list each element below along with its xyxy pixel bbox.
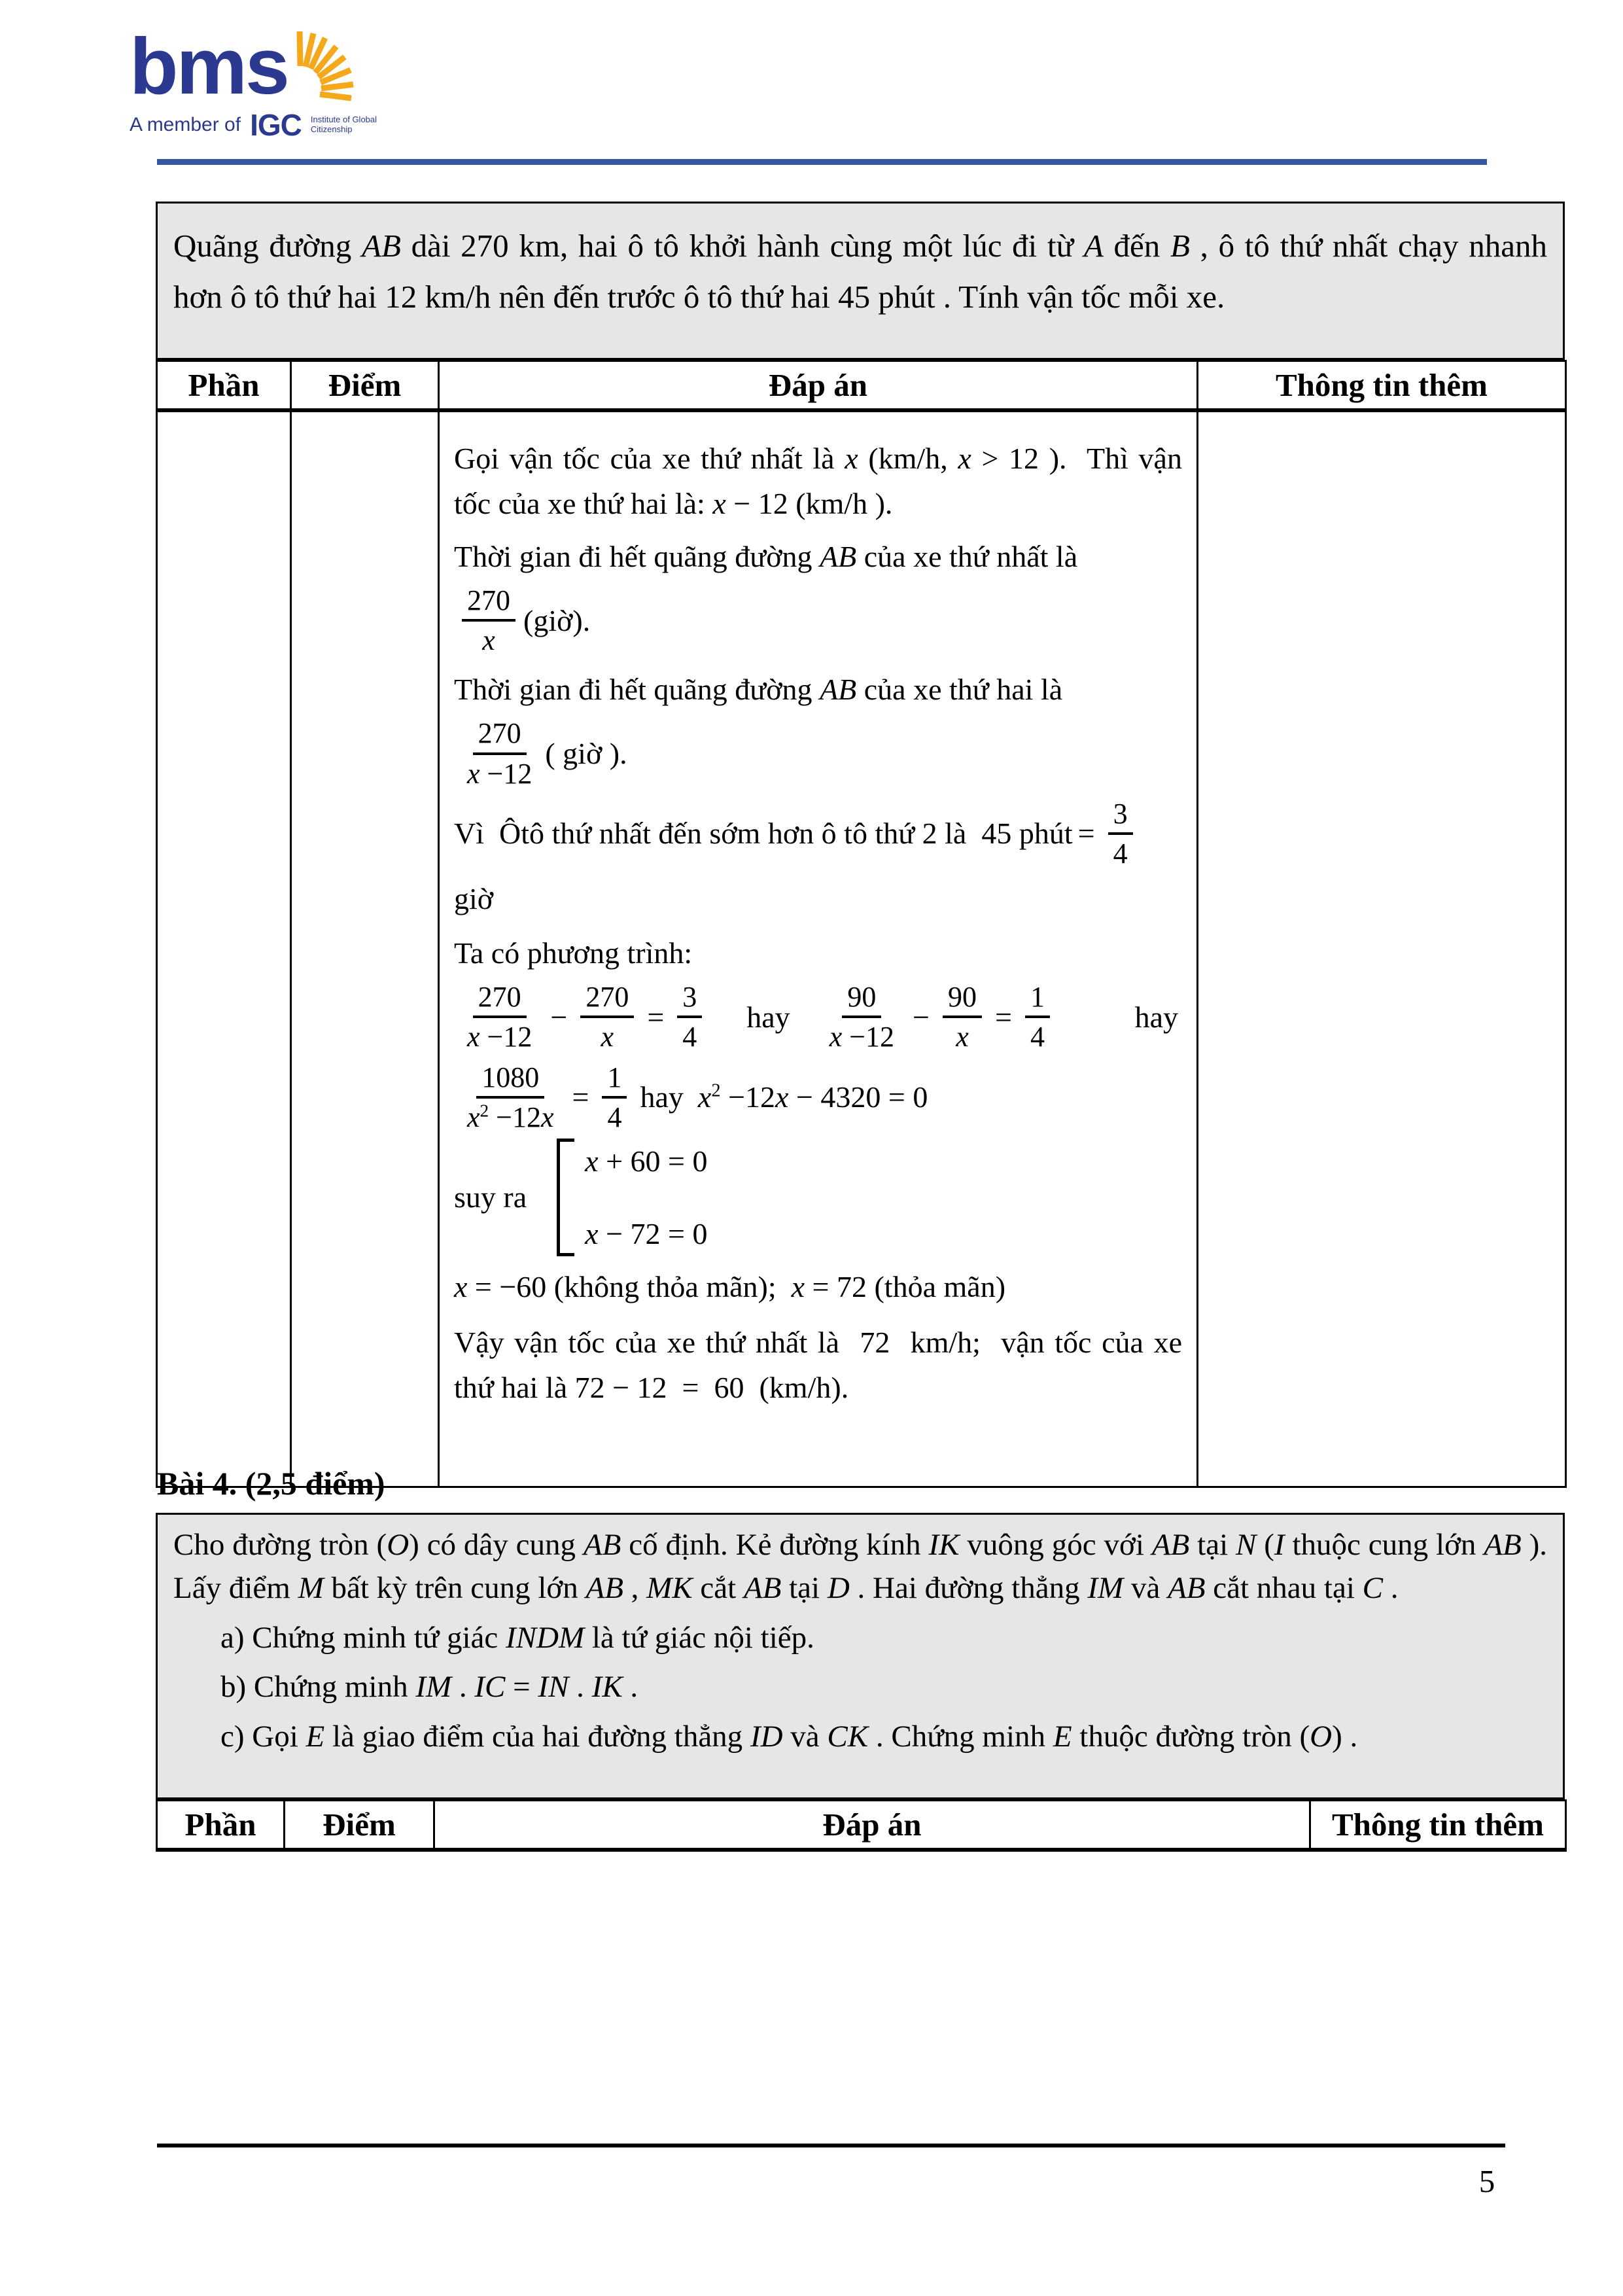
text-segment: của xe thứ hai là <box>856 673 1063 707</box>
solution-p4-text <box>454 811 1073 856</box>
text-segment: AB <box>743 1570 782 1605</box>
footer-rule <box>157 2144 1505 2147</box>
text-segment: Vì Ôtô thứ nhất đến sớm hơn ô tô thứ 2 là 45 phút <box>454 817 1073 851</box>
text-segment: . <box>451 1670 475 1704</box>
sun-rays-icon <box>284 17 361 103</box>
solution-p4-tail: giờ <box>454 882 494 916</box>
fraction-numerator: 90 <box>943 978 982 1018</box>
text-segment: dài 270 km, hai ô tô khởi hành cùng một lúc đi từ <box>400 228 1084 264</box>
text-segment: Gọi vận tốc của xe thứ nhất là <box>454 442 845 475</box>
text-segment: 4 <box>682 1021 697 1053</box>
fraction-numerator: 1 <box>602 1059 627 1099</box>
cell-extra-empty <box>1198 410 1566 1487</box>
text-segment: 4 <box>1113 837 1128 870</box>
text-segment: và <box>1123 1570 1168 1605</box>
text-segment: x <box>467 1021 480 1053</box>
fraction-1-4 <box>602 1059 627 1136</box>
solution-equation-row2 <box>454 1059 1182 1136</box>
solution-p9 <box>454 1264 1182 1309</box>
fraction-1080-x2-12x <box>462 1059 559 1136</box>
text-segment: x <box>467 1101 480 1133</box>
header-rule <box>157 159 1487 165</box>
header-score: Điểm <box>291 361 439 411</box>
text-segment: ). Lấy điểm <box>173 1528 1548 1605</box>
text-segment: x <box>454 1269 468 1303</box>
text-segment: x <box>697 1080 712 1114</box>
text-segment: MK <box>646 1570 693 1605</box>
header-extra: Thông tin thêm <box>1198 361 1566 411</box>
fraction-numerator: 270 <box>473 715 527 754</box>
problem4-item-c <box>173 1716 1547 1759</box>
solution-p1 <box>454 436 1182 526</box>
solution-p2-text <box>454 534 1182 579</box>
text-segment: tại <box>1189 1528 1236 1562</box>
text-segment: x <box>482 624 495 657</box>
fraction-numerator: 3 <box>1108 795 1133 835</box>
fraction-numerator: 270 <box>580 978 634 1018</box>
fraction-270-x12 <box>462 978 537 1055</box>
problem4-statement <box>173 1524 1547 1610</box>
text-segment: x <box>829 1021 843 1053</box>
text-segment: 2 <box>711 1080 721 1101</box>
logo-row <box>130 22 389 111</box>
fraction-90-x12 <box>824 978 899 1055</box>
text-segment: là tứ giác nội tiếp. <box>584 1620 814 1655</box>
equals-sign: = <box>572 1080 589 1114</box>
fraction-3-4 <box>677 978 702 1055</box>
text-segment: x <box>585 1216 599 1250</box>
text-segment: x <box>467 757 480 790</box>
text-segment: x <box>958 442 971 475</box>
text-segment: (km/h, <box>858 442 958 475</box>
header-part: Phần <box>157 361 291 411</box>
text-segment: M <box>298 1570 324 1605</box>
text-segment: Thời gian đi hết quãng đường <box>454 673 820 707</box>
fraction-denominator <box>462 755 537 792</box>
problem4-item-b <box>173 1666 1547 1709</box>
fraction-denominator <box>602 1099 627 1136</box>
text-segment: −12 <box>480 757 532 790</box>
header-answer: Đáp án <box>434 1801 1310 1850</box>
case-equation-2 <box>585 1211 707 1256</box>
fraction-270-x12 <box>462 715 537 792</box>
fraction-denominator <box>596 1018 620 1055</box>
text-segment: đến <box>1103 228 1170 264</box>
hay-connector: hay <box>1134 1000 1178 1034</box>
quadratic-expression <box>698 1074 928 1120</box>
solution-p3-text <box>454 667 1182 712</box>
text-segment: 4 <box>607 1101 622 1133</box>
text-segment: −12 <box>842 1021 895 1053</box>
text-segment: −12 <box>480 1021 532 1053</box>
text-segment: thuộc cung lớn <box>1284 1528 1484 1562</box>
text-segment: IK <box>591 1670 623 1704</box>
text-segment: AB <box>362 228 401 264</box>
table1-header-row <box>157 361 1566 411</box>
minus-sign: − <box>913 1000 930 1034</box>
text-segment: − 12 (km/h ). <box>725 487 893 520</box>
text-segment: ) . <box>1332 1720 1358 1754</box>
text-segment: cố định. Kẻ đường kính <box>621 1528 929 1562</box>
fraction-denominator <box>462 1018 537 1055</box>
text-segment: AB <box>585 1570 623 1605</box>
text-segment: là giao điểm của hai đường thẳng <box>324 1720 750 1754</box>
text-segment: thuộc đường tròn ( <box>1072 1720 1310 1754</box>
text-segment: c) Gọi <box>220 1720 306 1754</box>
fraction-1-4 <box>1025 978 1050 1055</box>
header-part: Phần <box>157 1801 285 1850</box>
fraction-270-x <box>462 582 515 659</box>
text-segment: = −60 (không thỏa mãn); <box>467 1269 792 1303</box>
text-segment: vuông góc với <box>959 1528 1152 1562</box>
text-segment: cắt <box>692 1570 744 1605</box>
solution-equation-row1 <box>454 978 1182 1055</box>
cases-bracket-icon <box>557 1139 574 1256</box>
logo <box>130 22 389 143</box>
text-segment: . Chứng minh <box>868 1720 1053 1754</box>
text-segment: CK <box>827 1720 869 1754</box>
fraction-denominator <box>824 1018 899 1055</box>
text-segment: INDM <box>506 1620 585 1655</box>
igc-logo-text: IGC <box>250 108 302 142</box>
text-segment: x <box>845 442 858 475</box>
suy-ra-label: suy ra <box>454 1180 527 1214</box>
text-segment: AB <box>1151 1528 1190 1562</box>
unit-text: (giờ). <box>523 603 591 637</box>
text-segment: AB <box>583 1528 621 1562</box>
text-segment: E <box>1053 1720 1072 1754</box>
text-segment: B <box>1170 228 1190 264</box>
solution-p2-fraction-line <box>454 582 1182 659</box>
text-segment: = <box>505 1670 538 1704</box>
igc-subtext: Institute of Global Citizenship <box>310 115 377 134</box>
text-segment: x <box>585 1144 599 1178</box>
text-segment: − 4320 = 0 <box>788 1080 928 1114</box>
fraction-denominator <box>477 622 500 659</box>
text-segment: Quãng đường <box>173 228 362 264</box>
text-segment: AB <box>820 673 857 707</box>
fraction-90-x <box>943 978 982 1055</box>
problem4-item-a <box>173 1617 1547 1660</box>
fraction-numerator: 1080 <box>476 1059 544 1099</box>
bms-logo-text: bms <box>130 22 288 111</box>
header-score: Điểm <box>285 1801 434 1850</box>
fraction-numerator: 270 <box>473 978 527 1018</box>
text-segment: . <box>568 1670 592 1704</box>
text-segment: IN <box>538 1670 569 1704</box>
text-segment: . Hai đường thẳng <box>849 1570 1088 1605</box>
text-segment: x <box>541 1101 554 1133</box>
text-segment: tại <box>781 1570 828 1605</box>
table2-header-row <box>157 1801 1566 1850</box>
minus-sign: − <box>550 1000 568 1034</box>
header-answer: Đáp án <box>439 361 1198 411</box>
text-segment: ID <box>750 1720 783 1754</box>
text-segment: IC <box>474 1670 506 1704</box>
text-segment: Vậy vận tốc của xe thứ nhất là 72 km/h; vận tốc của xe thứ hai là 72 − 12 = 60 (km/h). <box>454 1325 1182 1404</box>
cell-answer <box>439 410 1198 1487</box>
text-segment: Cho đường tròn ( <box>173 1528 387 1562</box>
fraction-denominator <box>951 1018 974 1055</box>
text-segment: C <box>1362 1570 1383 1605</box>
text-segment: 2 <box>480 1101 489 1121</box>
table1-body-row <box>157 410 1566 1487</box>
text-segment: . <box>622 1670 638 1704</box>
cell-part-empty <box>157 410 291 1487</box>
text-segment: , ô tô thứ nhất chạy nhanh hơn ô tô thứ hai 12 km/h nên đến trước ô tô thứ hai 45 phút . Tính vận tốc mỗi xe. <box>173 228 1548 315</box>
problem3-statement <box>173 221 1547 323</box>
text-segment: x <box>956 1021 969 1053</box>
case-equation-1 <box>585 1139 707 1184</box>
text-segment: cắt nhau tại <box>1205 1570 1363 1605</box>
text-segment: x <box>712 487 726 520</box>
text-segment: AB <box>1484 1528 1522 1562</box>
member-prefix-text: A member of <box>130 114 241 135</box>
cases-group <box>557 1139 707 1256</box>
cell-score-empty <box>291 410 439 1487</box>
answer-table-problem4 <box>156 1799 1567 1852</box>
equals-sign: = <box>1077 817 1095 851</box>
member-row <box>130 107 389 143</box>
text-segment: > 12 ). Thì vận tốc của xe thứ hai là: <box>454 442 1182 520</box>
hay-connector: hay <box>746 1000 790 1034</box>
problem4-statement-box <box>156 1513 1565 1799</box>
hay-connector: hay <box>640 1080 684 1114</box>
text-segment: x <box>775 1080 789 1114</box>
fraction-numerator: 270 <box>462 582 515 622</box>
text-segment: 4 <box>1030 1021 1045 1053</box>
text-segment: O <box>387 1528 410 1562</box>
solution-cases-line <box>454 1139 1182 1256</box>
fraction-numerator: 3 <box>677 978 702 1018</box>
page-number: 5 <box>1478 2163 1495 2199</box>
fraction-270-x <box>580 978 634 1055</box>
solution-p10 <box>454 1320 1182 1410</box>
problem4-heading: Bài 4. (2,5 điểm) <box>157 1465 385 1502</box>
text-segment: ( <box>1256 1528 1274 1562</box>
text-segment: của xe thứ nhất là <box>856 540 1078 573</box>
text-segment: và <box>782 1720 828 1754</box>
text-segment: O <box>1310 1720 1333 1754</box>
text-segment: . <box>1383 1570 1399 1605</box>
fraction-denominator <box>677 1018 702 1055</box>
solution-p3-fraction-line <box>454 715 1182 792</box>
fraction-denominator <box>1108 835 1133 872</box>
text-segment: bất kỳ trên cung lớn <box>323 1570 586 1605</box>
text-segment: x <box>601 1021 614 1053</box>
fraction-denominator <box>1025 1018 1050 1055</box>
solution-p4-line <box>454 795 1182 872</box>
text-segment: A <box>1083 228 1104 264</box>
text-segment: D <box>827 1570 850 1605</box>
text-segment: −12 <box>720 1080 776 1114</box>
text-segment: = 72 (thỏa mãn) <box>805 1269 1006 1303</box>
text-segment: + 60 = 0 <box>598 1144 708 1178</box>
text-segment: AB <box>820 540 857 573</box>
text-segment: N <box>1236 1528 1257 1562</box>
text-segment: a) Chứng minh tứ giác <box>220 1620 506 1655</box>
text-segment: IK <box>928 1528 960 1562</box>
solution-p5: Ta có phương trình: <box>454 936 693 970</box>
header-extra: Thông tin thêm <box>1310 1801 1566 1850</box>
answer-table-problem3 <box>156 360 1567 1488</box>
cases-column <box>585 1139 707 1256</box>
text-segment: I <box>1274 1528 1285 1562</box>
equals-sign: = <box>995 1000 1012 1034</box>
problem3-statement-box <box>156 202 1565 360</box>
text-segment: AB <box>1168 1570 1206 1605</box>
text-segment: E <box>305 1720 325 1754</box>
text-segment: ) có dây cung <box>409 1528 584 1562</box>
text-segment: , <box>623 1570 647 1605</box>
unit-text: ( giờ ). <box>545 737 627 771</box>
text-segment: IM <box>1087 1570 1124 1605</box>
text-segment: − 72 = 0 <box>598 1216 708 1250</box>
text-segment: b) Chứng minh <box>220 1670 416 1704</box>
text-segment: Thời gian đi hết quãng đường <box>454 540 820 573</box>
text-segment: x <box>791 1269 805 1303</box>
text-segment: −12 <box>489 1101 541 1133</box>
fraction-numerator: 90 <box>842 978 881 1018</box>
fraction-numerator: 1 <box>1025 978 1050 1018</box>
fraction-denominator <box>462 1099 559 1136</box>
text-segment: IM <box>415 1670 452 1704</box>
fraction-3-4 <box>1108 795 1133 872</box>
equals-sign: = <box>647 1000 665 1034</box>
